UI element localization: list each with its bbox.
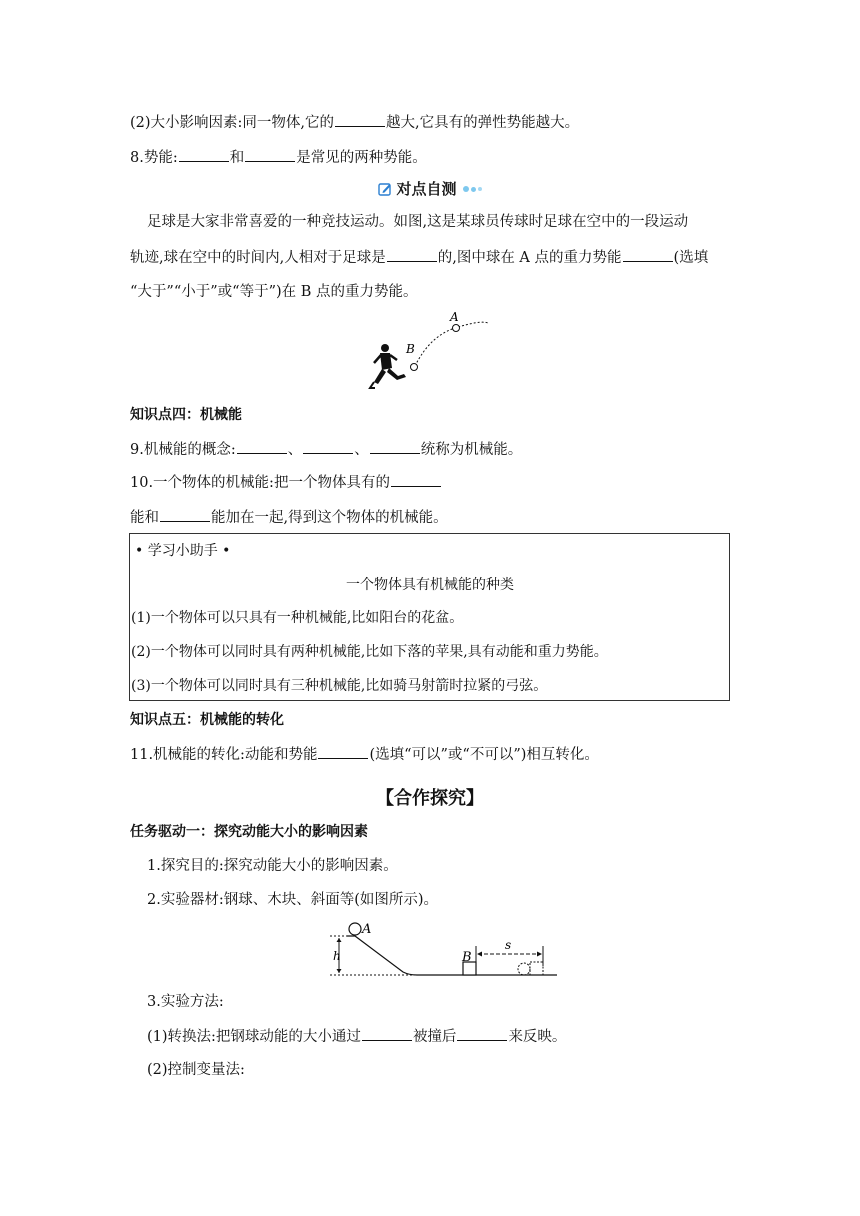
item-9: 9.机械能的概念: 、 、 统称为机械能。 [130,439,522,460]
ball-at-a [453,325,460,332]
step-1: 1.探究目的:探究动能大小的影响因素。 [147,858,398,874]
self-test-heading: 对点自测 [396,180,457,198]
label-b: B [406,342,415,356]
helper-tag: • 学习小助手 • [135,543,231,559]
self-test-banner [0,178,860,200]
cooperative-inquiry-title: 【合作探究】 [376,788,484,809]
label-a: A [450,310,459,324]
method-1: (1)转换法:把钢球动能的大小通过 被撞后 来反映。 [147,1026,566,1047]
task-1-title: 任务驱动一：探究动能大小的影响因素 [130,824,368,840]
ramp-experiment-figure [325,918,565,980]
football-trajectory-figure [360,308,500,394]
answer-blank[interactable] [179,147,229,162]
item-11: 11.机械能的转化:动能和势能 (选填“可以”或“不可以”)相互转化。 [130,744,599,765]
ball-at-b [411,364,418,371]
self-test-line-3: “大于”“小于”或“等于”)在 B 点的重力势能。 [130,284,418,300]
label-h: h [333,949,341,963]
item-8: 8.势能: 和 是常见的两种势能。 [130,147,427,168]
block-final-position [530,962,543,975]
kp5-title: 知识点五：机械能的转化 [130,712,284,728]
answer-blank[interactable] [623,247,673,262]
answer-blank[interactable] [391,472,441,487]
answer-blank[interactable] [160,507,210,522]
answer-blank[interactable] [335,112,385,127]
answer-blank[interactable] [457,1026,507,1041]
answer-blank[interactable] [387,247,437,262]
self-test-line-2: 轨迹,球在空中的时间内,人相对于足球是 的,图中球在 A 点的重力势能 (选填 [130,247,708,268]
method-2: (2)控制变量法: [147,1062,245,1078]
pencil-icon [378,182,392,196]
helper-title: 一个物体具有机械能的种类 [346,577,514,593]
self-test-line-1: 足球是大家非常喜爱的一种竞技运动。如图,这是某球员传球时足球在空中的一段运动 [147,214,689,230]
trajectory-curve [415,322,488,366]
kp4-title: 知识点四：机械能 [130,407,242,423]
answer-blank[interactable] [318,744,368,759]
item-7-2: (2)大小影响因素:同一物体,它的 越大,它具有的弹性势能越大。 [130,112,579,133]
label-a: A [362,922,372,937]
label-s: s [505,938,512,952]
step-3: 3.实验方法: [147,994,224,1010]
player-icon [370,344,406,388]
decorative-dots [461,180,482,198]
answer-blank[interactable] [237,439,287,454]
answer-blank[interactable] [245,147,295,162]
ball-final-position [518,963,530,975]
item-10-continued: 能和 能加在一起,得到这个物体的机械能。 [130,507,448,528]
steel-ball [349,923,361,935]
helper-item: (3)一个物体可以同时具有三种机械能,比如骑马射箭时拉紧的弓弦。 [131,678,548,694]
learning-helper-box [129,533,730,701]
helper-item: (2)一个物体可以同时具有两种机械能,比如下落的苹果,具有动能和重力势能。 [131,644,608,660]
answer-blank[interactable] [362,1026,412,1041]
item-10: 10.一个物体的机械能:把一个物体具有的 [130,472,442,493]
label-b: B [462,950,472,965]
answer-blank[interactable] [303,439,353,454]
step-2: 2.实验器材:钢球、木块、斜面等(如图所示)。 [147,892,439,908]
ramp [347,936,557,975]
helper-item: (1)一个物体可以只具有一种机械能,比如阳台的花盆。 [131,610,464,626]
answer-blank[interactable] [370,439,420,454]
